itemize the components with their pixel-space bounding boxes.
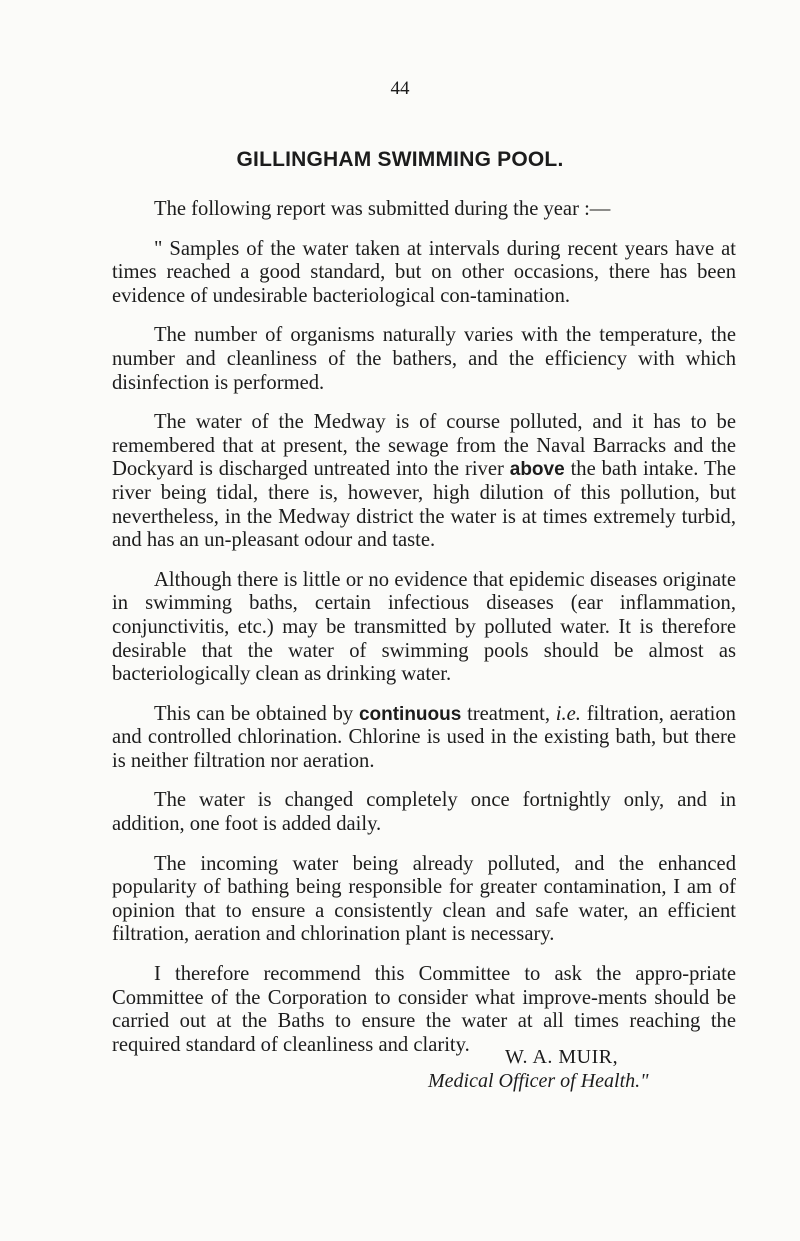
emphasis-above: above xyxy=(509,459,565,481)
paragraph-medway xyxy=(112,411,736,553)
medway-text-start: The water of the Medway is of course polluted, and it has to be remembered that at present, the sewage from the Naval Barracks and the Dockyard is discharged untreated into the river xyxy=(112,411,736,481)
paragraph-organisms: The number of organisms naturally varies with the temperature, the number and cleanliness of the bathers, and the efficiency with which disinfection is performed. xyxy=(112,324,736,394)
signature-name: W. A. MUIR, xyxy=(505,1046,619,1068)
treatment-text-end: filtration, aeration and controlled chlorination. Chlorine is used in the existing bath, but there is neither filtration nor aeration. xyxy=(112,702,736,772)
medway-text-end: the bath intake. The river being tidal, there is, however, high dilution of this pollution, but nevertheless, in the Medway district the water is at times extremely turbid, and has an un-pleasant odour and taste. xyxy=(112,458,736,552)
emphasis-ie: i.e. xyxy=(555,702,581,725)
treatment-text-middle: treatment, xyxy=(461,702,556,725)
paragraph-samples: " Samples of the water taken at intervals during recent years have at times reached a good standard, but on other occasions, there has been evidence of undesirable bacteriological con-tamination. xyxy=(112,237,736,307)
paragraph-intro: The following report was submitted during the year :— xyxy=(154,198,611,220)
paragraph-incoming: The incoming water being already polluted, and the enhanced popularity of bathing being responsible for greater contamination, I am of opinion that to ensure a consistently clean and safe water, an efficient filtration, aeration and chlorination plant is necessary. xyxy=(112,852,736,946)
page-title: GILLINGHAM SWIMMING POOL. xyxy=(236,148,564,171)
paragraph-recommend: I therefore recommend this Committee to ask the appro-priate Committee of the Corporation to consider what improve-ments should be carried out at the Baths to ensure the water at all times reaching the required standard of cleanliness and clarity. xyxy=(112,963,736,1056)
treatment-text-start: This can be obtained by xyxy=(154,702,359,725)
emphasis-continuous: continuous xyxy=(358,703,462,725)
paragraph-changed: The water is changed completely once fortnightly only, and in addition, one foot is added daily. xyxy=(112,789,736,836)
report-body xyxy=(112,198,736,1073)
page-number: 44 xyxy=(390,78,410,99)
paragraph-epidemic: Although there is little or no evidence that epidemic diseases originate in swimming baths, certain infectious diseases (ear inflammation, conjunctivitis, etc.) may be transmitted by polluted water. It is therefore desirable that the water of swimming pools should be almost as bacteriologically clean as drinking water. xyxy=(112,568,736,686)
signature-title: Medical Officer of Health." xyxy=(428,1070,649,1092)
paragraph-treatment xyxy=(112,703,736,774)
